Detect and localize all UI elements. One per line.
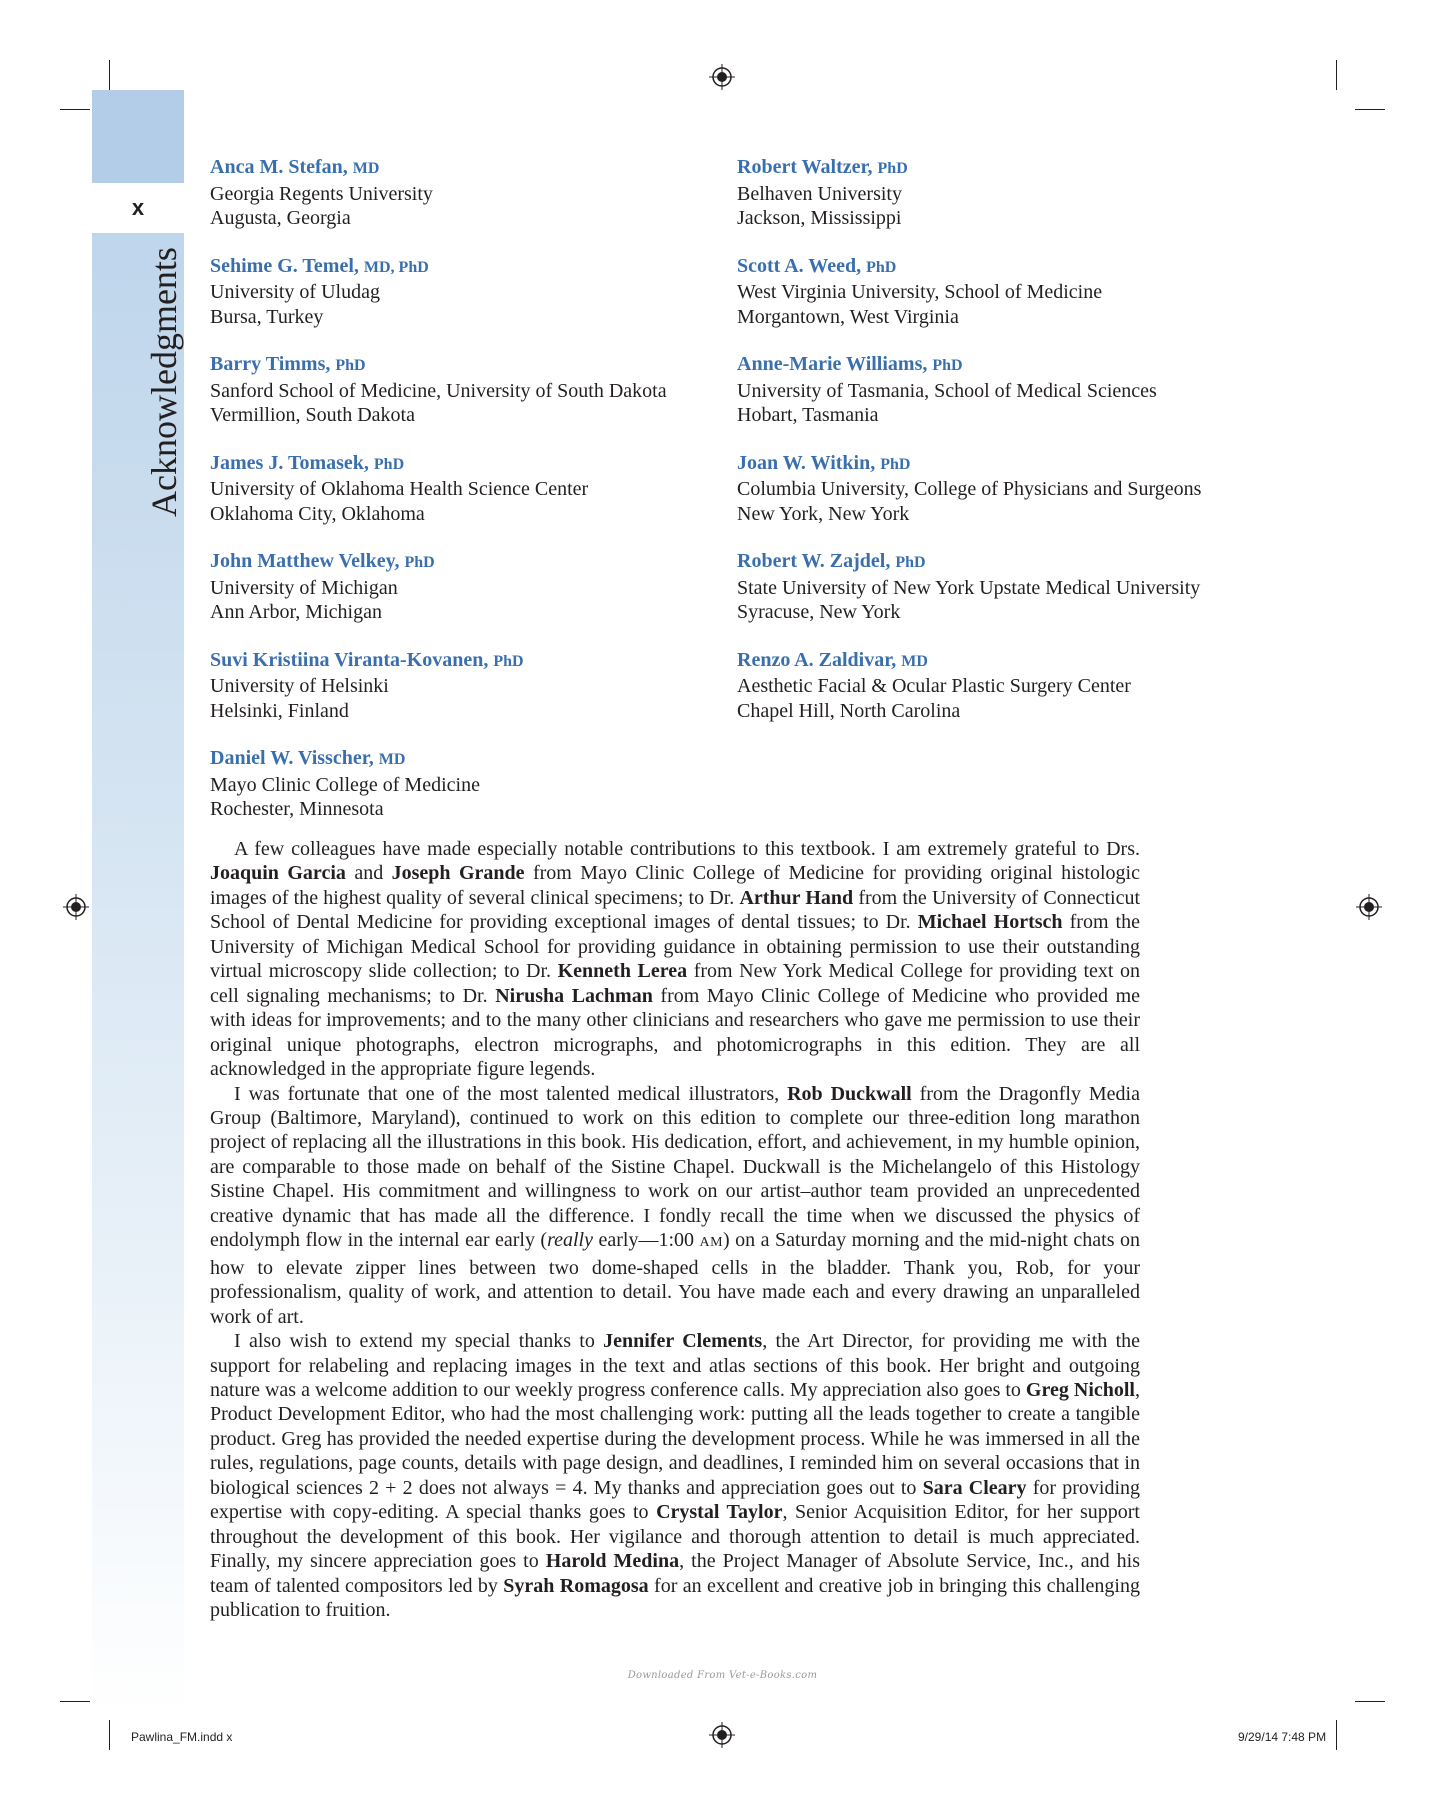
paragraph-text: from the University of Connecticut School of Dental Medicine for providing exceptional images of dental tissues; to Dr. <box>210 886 1141 934</box>
acknowledged-person: Jennifer Clements <box>603 1330 763 1353</box>
acknowledged-person: Joseph Grande <box>391 862 525 885</box>
acknowledged-person: Arthur Hand <box>739 886 854 909</box>
contributor-entry <box>210 451 730 527</box>
paragraph-text: from Mayo Clinic College of Medicine who provided me with ideas for improvements; and to the many other clinicians and researchers who gave me permission to use their original unique photographs, electron micrographs, and photomicrographs in this edition. They are all acknowledged in the appropriate figure legends. <box>210 984 1141 1081</box>
contributor-affiliation: Aesthetic Facial & Ocular Plastic Surgery Center <box>737 675 1131 697</box>
contributor-heading <box>210 746 730 773</box>
paragraph-text: from the University of Michigan Medical School for providing guidance in obtaining permission to use their outstanding virtual microscopy slide collection; to Dr. <box>210 911 1140 983</box>
contributor-entry <box>737 648 1257 724</box>
paragraph-text: , Senior Acquisition Editor, for her support throughout the development of this book. Her vigilance and thorough attention to detail is much appreciated. Finally, my sincere appreciation goes to <box>210 1501 1140 1573</box>
contributor-affiliation: Syracuse, New York <box>737 601 901 623</box>
paragraph-text: really <box>547 1229 593 1252</box>
contributor-name: Robert Waltzer, <box>737 156 873 178</box>
contributor-name: Scott A. Weed, <box>737 254 862 277</box>
contributor-degree: PhD <box>493 652 524 670</box>
paragraph-text: from the Dragonfly Media Group (Baltimore, Maryland), continued to work on this edition to complete our three-edition long marathon project of replacing all the illustrations in this book. His dedication, effort, and achievement, in my humble opinion, are comparable to those made on behalf of the Sistine Chapel. Duckwall is the Michelangelo of this Histology Sistine Chapel. His commitment and willingness to work on our artist–author team provided an unprecedented creative dynamic that has made all the difference. I fondly recall the time when we discussed the physics of endolymph flow in the internal ear early ( <box>210 1082 1140 1252</box>
crop-mark-bottom-right-h <box>1355 1701 1385 1702</box>
acknowledgment-paragraph <box>210 1082 1140 1330</box>
contributor-affiliation: University of Tasmania, School of Medical Sciences <box>737 379 1157 402</box>
contributor-entry <box>210 648 730 724</box>
paragraph-text: and <box>345 862 392 885</box>
contributor-affiliation: University of Helsinki <box>210 675 389 697</box>
contributor-heading <box>210 254 730 281</box>
contributor-affiliation: Columbia University, College of Physicians and Surgeons <box>737 478 1202 500</box>
contributor-degree: PhD <box>404 554 435 571</box>
contributor-affiliation: Sanford School of Medicine, University of South Dakota <box>210 379 667 402</box>
crop-mark-bottom-right-v <box>1336 1720 1337 1750</box>
contributor-affiliation: Vermillion, South Dakota <box>210 404 415 426</box>
contributor-heading <box>737 254 1257 281</box>
registration-mark-bottom-icon <box>709 1722 735 1748</box>
acknowledged-person: Sara Cleary <box>922 1476 1027 1499</box>
contributor-degree: PhD <box>880 455 911 473</box>
contributor-heading <box>737 155 1257 182</box>
contributors-right-column <box>737 155 1257 746</box>
contributor-entry <box>210 352 730 428</box>
contributor-entry <box>210 549 730 625</box>
crop-mark-top-left-h <box>60 109 90 110</box>
slug-file: Pawlina_FM.indd x <box>131 1730 233 1744</box>
paragraph-text: for providing expertise with copy-editing. A special thanks goes to <box>210 1476 1140 1524</box>
contributor-degree: PhD <box>373 455 405 473</box>
acknowledged-person: Syrah Romagosa <box>503 1574 649 1597</box>
contributor-affiliation: Georgia Regents University <box>210 182 433 205</box>
contributor-affiliation: West Virginia University, School of Medicine <box>737 281 1103 303</box>
crop-mark-top-right-h <box>1355 109 1385 110</box>
contributor-name: Anca M. Stefan, <box>210 156 348 178</box>
acknowledgment-paragraph <box>210 1329 1140 1622</box>
registration-mark-right-icon <box>1356 894 1382 920</box>
side-band-header <box>92 90 184 183</box>
download-watermark: Downloaded From Vet-e-Books.com <box>627 1670 818 1681</box>
acknowledged-person: Harold Medina <box>545 1550 680 1573</box>
contributor-affiliation: Belhaven University <box>737 182 902 205</box>
contributor-degree: MD <box>378 751 406 768</box>
contributor-name: Barry Timms, <box>210 353 331 375</box>
contributor-heading <box>210 451 730 478</box>
contributor-name: Daniel W. Visscher, <box>210 747 374 769</box>
contributor-degree: PhD <box>932 357 963 374</box>
contributor-affiliation: Bursa, Turkey <box>210 305 324 328</box>
contributor-affiliation: Mayo Clinic College of Medicine <box>210 773 480 796</box>
contributor-affiliation: Chapel Hill, North Carolina <box>737 699 961 722</box>
contributor-degree: PhD <box>895 554 926 571</box>
contributor-entry <box>210 746 730 822</box>
crop-mark-bottom-left-h <box>60 1701 90 1702</box>
crop-mark-top-left-v <box>109 60 110 90</box>
contributor-entry <box>737 451 1257 527</box>
contributor-name: Anne-Marie Williams, <box>737 353 928 375</box>
section-label: Acknowledgments <box>144 247 184 517</box>
contributor-entry <box>210 155 730 231</box>
paragraph-text: , the Art Director, for providing me with the support for relabeling and replacing images in the text and atlas sections of this book. Her bright and outgoing nature was a welcome addition to our weekly progress conference calls. My appreciation also goes to <box>210 1330 1141 1401</box>
contributor-name: James J. Tomasek, <box>210 451 369 474</box>
paragraph-text: for an excellent and creative job in bringing this challenging publication to fruition. <box>210 1574 1140 1622</box>
contributor-degree: PhD <box>335 357 366 374</box>
contributor-degree: MD <box>352 160 380 177</box>
contributor-heading <box>210 352 730 379</box>
contributor-name: Robert W. Zajdel, <box>737 550 891 572</box>
acknowledged-person: Crystal Taylor <box>656 1501 783 1524</box>
contributor-entry <box>737 352 1257 428</box>
contributor-affiliation: Oklahoma City, Oklahoma <box>210 502 425 525</box>
contributor-degree: MD <box>901 652 928 670</box>
contributor-name: John Matthew Velkey, <box>210 550 400 572</box>
paragraph-text: early—1:00 <box>593 1229 700 1252</box>
paragraph-text: ) on a Saturday morning and the mid-night chats on how to elevate zipper lines between two dome-shaped cells in the bladder. Thank you, Rob, for your professionalism, quality of work, and attention to detail. You have made each and every drawing an unparalleled work of art. <box>210 1229 1140 1328</box>
contributor-name: Joan W. Witkin, <box>737 451 876 474</box>
contributor-degree: PhD <box>877 160 908 177</box>
acknowledged-person: Michael Hortsch <box>917 911 1063 934</box>
registration-mark-top-icon <box>709 64 735 90</box>
acknowledged-person: Greg Nicholl <box>1025 1378 1135 1401</box>
contributor-entry <box>210 254 730 330</box>
acknowledgment-paragraph <box>210 837 1140 1082</box>
contributor-affiliation: State University of New York Upstate Medical University <box>737 576 1201 599</box>
page-number-box <box>92 183 184 233</box>
paragraph-text: I also wish to extend my special thanks to <box>234 1330 604 1353</box>
page-number: x <box>131 195 145 220</box>
contributor-degree: MD, PhD <box>363 258 429 276</box>
paragraph-text: A few colleagues have made especially notable contributions to this textbook. I am extremely grateful to Drs. <box>234 838 1140 860</box>
contributor-name: Suvi Kristiina Viranta-Kovanen, <box>210 648 489 671</box>
contributor-degree: PhD <box>866 258 897 276</box>
contributors-left-column <box>210 155 730 845</box>
paragraph-text: , Product Development Editor, who had the most challenging work: putting all the leads together to create a tangible product. Greg has provided the needed expertise during the development process. While he was immersed in all the rules, regulations, page counts, details with page design, and deadlines, I reminded him on several occasions that in biological sciences 2 + 2 does not always = 4. My thanks and appreciation goes out to <box>210 1378 1140 1499</box>
acknowledgments-text <box>210 837 1140 1623</box>
contributor-heading <box>737 549 1257 576</box>
contributor-affiliation: Helsinki, Finland <box>210 699 349 722</box>
acknowledged-person: Rob Duckwall <box>787 1082 912 1105</box>
contributor-affiliation: Jackson, Mississippi <box>737 207 902 229</box>
contributor-heading <box>210 648 730 675</box>
contributor-heading <box>737 451 1257 478</box>
paragraph-text: from Mayo Clinic College of Medicine for providing original histologic images of the highest quality of several clinical specimens; to Dr. <box>210 862 1140 909</box>
contributor-heading <box>210 549 730 576</box>
contributor-heading <box>210 155 730 182</box>
paragraph-text: AM <box>699 1235 724 1251</box>
contributor-affiliation: University of Oklahoma Health Science Center <box>210 478 589 500</box>
contributor-heading <box>737 648 1257 675</box>
registration-mark-left-icon <box>63 894 89 920</box>
crop-mark-top-right-v <box>1336 60 1337 90</box>
contributor-affiliation: Morgantown, West Virginia <box>737 305 959 328</box>
contributor-affiliation: University of Uludag <box>210 281 380 303</box>
paragraph-text: , the Project Manager of Absolute Service, Inc., and his team of talented compositors led by <box>210 1550 1140 1597</box>
contributor-heading <box>737 352 1257 379</box>
contributor-affiliation: University of Michigan <box>210 576 398 599</box>
contributor-affiliation: Ann Arbor, Michigan <box>210 601 382 623</box>
crop-mark-bottom-left-v <box>109 1720 110 1750</box>
contributor-entry <box>737 549 1257 625</box>
contributor-affiliation: Rochester, Minnesota <box>210 798 384 820</box>
contributor-entry <box>737 155 1257 231</box>
acknowledged-person: Nirusha Lachman <box>495 984 653 1007</box>
paragraph-text: from New York Medical College for providing text on cell signaling mechanisms; to Dr. <box>210 960 1140 1007</box>
contributor-entry <box>737 254 1257 330</box>
slug-datetime: 9/29/14 7:48 PM <box>1238 1730 1327 1744</box>
contributor-name: Renzo A. Zaldivar, <box>737 648 897 671</box>
contributor-name: Sehime G. Temel, <box>210 254 359 277</box>
contributor-affiliation: Hobart, Tasmania <box>737 404 879 426</box>
acknowledged-person: Joaquin Garcia <box>210 862 346 885</box>
contributor-affiliation: Augusta, Georgia <box>210 207 351 229</box>
contributor-affiliation: New York, New York <box>737 502 910 525</box>
acknowledged-person: Kenneth Lerea <box>557 960 688 983</box>
paragraph-text: I was fortunate that one of the most talented medical illustrators, <box>234 1082 788 1105</box>
